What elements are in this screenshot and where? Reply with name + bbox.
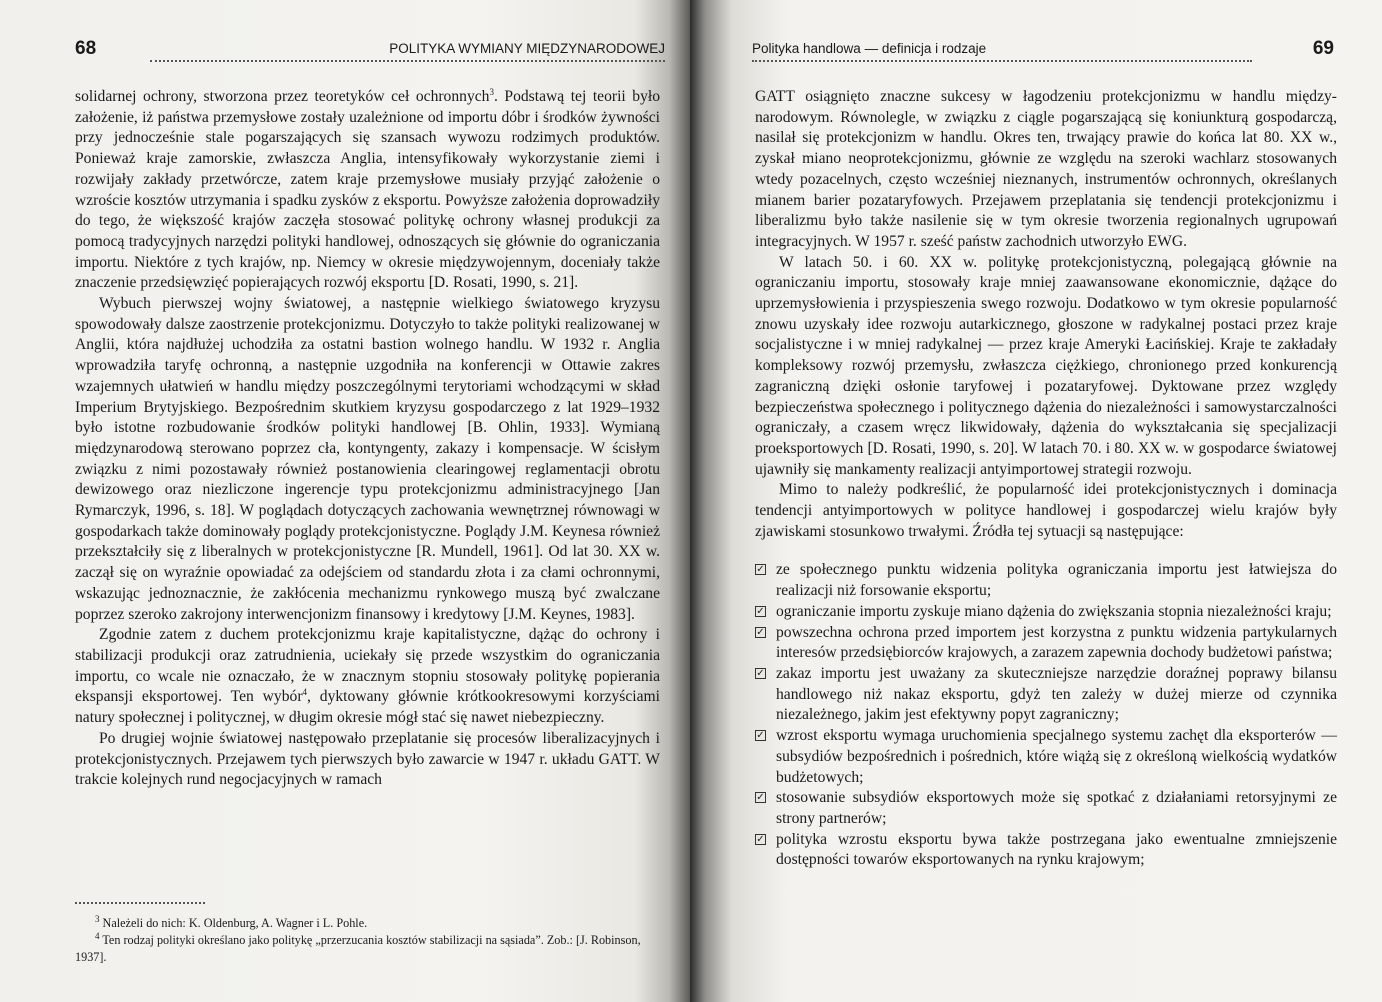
paragraph: Wybuch pierwszej wojny światowej, a następnie wielkiego światowego kryzysu spowodowały dalsze zaostrzenie protekcjonizmu. Dotyczyło to także polityki realizowanej w Anglii, która najdłużej uchodziła za ostatni bastion wolnego handlu. W 1932 r. Anglia wprowadziła taryfę ochronną, a następnie uzgodniła na konferencji w Ottawie zakres wzajemnych ułatwień w handlu między poszczególnymi terytoriami wchodzącymi w skład Imperium Brytyjskiego. Bezpośrednim skutkiem kryzysu gospodarczego z lat 1929–1932 było istotne rozbudowanie środków polityki handlowej [B. Ohlin, 1933]. Wymianą międzynarodową sterowano poprzez cła, kontyngenty, zakazy i kompensacje. W ścisłym związku z nimi pozostawały również postanowienia clearingowej reglamentacji obrotu dewizowego oraz niezliczone ingerencje typu protekcjonizmu administracyjnego [Jan Rymarczyk, 1996, s. 18]. W poglądach dotyczących zachowania wewnętrznej równowagi w gospodarkach także dominowały poglądy protekcjonistyczne. Poglądy J.M. Keynesa również przekształciły się z liberalnych w protekcjonistyczne [R. Mundell, 1961]. Od lat 30. XX w. zaczął się on wyraźnie opowiadać za odejściem od standardu złota i za cłami ochronnymi, wskazując jednoznacznie, że zakłócenia mechanizmu rynkowego muszą być zwalczane poprzez szeroko zakrojony interwencjonizm finansowy i kredytowy [J.M. Keynes, 1983]. <box>75 295 660 623</box>
list-item: ✓ powszechna ochrona przed importem jest korzystna z punktu widzenia partykularnych interesów przedsiębiorców krajowych, a zarazem zapewnia dochody budżetowi państwa; <box>756 623 1337 662</box>
page-number: 69 <box>1312 38 1334 59</box>
checkbox-icon: ✓ <box>756 667 765 679</box>
list-item: ✓ ograniczanie importu zyskuje miano dążenia do zwiększania stopnia niezależności kraju; <box>756 602 1332 620</box>
footnotes <box>75 915 665 966</box>
header-dotted-rule <box>752 60 1252 62</box>
list-item: ✓ stosowanie subsydiów eksportowych może się spotkać z działaniami retorsyjnymi ze strony partnerów; <box>756 789 1337 827</box>
left-page <box>0 0 690 1002</box>
paragraph: Zgodnie zatem z duchem protekcjonizmu kraje kapitalistyczne, dążąc do ochrony i stabilizacji produkcji oraz zatrudnienia, uciekały się przede wszystkim do ograniczania importu, co wcale nie oznaczało, że w znacznym stopniu stosowały politykę popierania ekspansji eksportowej. Ten wybór$^4$, dyktowany głównie krótkookresowymi korzyściami natury społecznej i politycznej, w długim okresie mógł stać się nawet niebezpieczny. <box>75 626 660 727</box>
footnote: $^4$ Ten rodzaj polityki określano jako politykę „przerzucania kosztów stabilizacji na sąsiada”. Zob.: [J. Robinson, 1937]. <box>75 930 641 964</box>
reasons-list <box>755 560 1337 871</box>
list-item: ✓ ze społecznego punktu widzenia polityka ograniczania importu jest łatwiejsza do realizacji niż forsowanie eksportu; <box>756 561 1337 600</box>
list-item: ✓ zakaz importu jest uważany za skuteczniejsze narzędzie doraźnej poprawy bilansu handlowego niż nakaz eksportu, gdyż ten zależy w dużej mierze od czynnika niezależnego, jakim jest efektywny popyt zagraniczny; <box>756 664 1337 724</box>
left-body-text <box>75 87 660 791</box>
page-number: 68 <box>75 38 97 59</box>
paragraph: GATT osiągnięto znaczne sukcesy w łagodzeniu protekcjonizmu w handlu międzynarodowym. Równolegle, w związku z ciągle pogarszającą się koniunkturą gospodarczą, nasilał się protekcjonizm w handlu. Okres ten, trwający prawie do końca lat 80. XX w., zyskał miano neoprotekcjonizmu, głównie ze względu na szeroki wachlarz stosowanych wtedy pozacelnych, często wcześniej nieznanych, instrumentów ochronnych, określanych mianem barier pozataryfowych. Przejawem przeplatania się tendencji protekcjonizmu i liberalizmu było także nasilenie się w tym okresie tworzenia regionalnych ugrupowań integracyjnych. W 1957 r. sześć państw zachodnich utworzyło EWG. <box>755 88 1337 250</box>
running-header: Polityka handlowa — definicja i rodzaje <box>752 41 987 56</box>
paragraph: solidarnej ochrony, stworzona przez teoretyków ceł ochronnych$^3$. Podstawą tej teorii było założenie, iż państwa przemysłowe zostały uzależnione od importu dóbr i środków żywności przy jednocześnie stale pogarszających się szansach wywozu rodzimych produktów. Ponieważ kraje zamorskie, zwłaszcza Anglia, intensyfikowały wykorzystanie ziemi i rozwijały zakłady przetwórcze, zatem kraje przemysłowe musiały przyjąć założenie o wzroście kosztów utrzymania i spadku zysków z eksportu. Powyższe założenia doprowadziły do tego, że większość krajów zaczęła stosować politykę ochrony własnej produkcji za pomocą tradycyjnych narzędzi polityki handlowej, odnoszących się głównie do ograniczania importu. Niektóre z tych krajów, np. Niemcy w okresie międzywojennym, doceniały także znaczenie przedsięwzięć popierających rozwój eksportu [D. Rosati, 1990, s. 21]. <box>75 86 660 292</box>
list-item: ✓ polityka wzrostu eksportu bywa także postrzegana jako ewentualne zmniejszenie dostępności towarów eksportowanych na rynku krajowym; <box>756 830 1337 869</box>
right-body-text <box>755 87 1337 871</box>
running-header: POLITYKA WYMIANY MIĘDZYNARODOWEJ <box>389 41 665 56</box>
checkbox-icon: ✓ <box>756 626 765 638</box>
list-item: ✓ wzrost eksportu wymaga uruchomienia specjalnego systemu zachęt dla eksporterów — subsydiów bezpośrednich i pośrednich, które wiążą się z określoną wielkością wydatków budżetowych; <box>756 727 1337 786</box>
footnote-ref[interactable]: 3 <box>489 86 494 97</box>
paragraph: W latach 50. i 60. XX w. politykę protekcjonistyczną, polegającą głównie na ograniczaniu importu, stosowały kraje mniej zaawansowane ekonomicznie, dążące do uprzemysłowienia i przyspieszenia swego rozwoju. Dodatkowo w tym okresie popularność znowu uzyskały idee rozwoju autarkicznego, głoszone w radykalnej postaci przez kraje socjalistyczne i w mniej radykalnej — przez kraje Ameryki Łacińskiej. Kraje te zakładały kompleksowy rozwój przemysłu, zwłaszcza ciężkiego, chronionego przed konkurencją zagraniczną dzięki osłonie taryfowej i pozataryfowej. Dyktowane przez względy bezpieczeństwa społecznego i politycznego dążenia do niezależności i samowystarczalności ograniczały, a czasem wręcz likwidowały, dążenia do wykształcania się specjalizacji proeksportowych [D. Rosati, 1990, s. 20]. W latach 70. i 80. XX w. w gospodarce światowej ujawniły się mankamenty realizacji antyimportowej strategii rozwoju. <box>755 253 1337 478</box>
left-page-header <box>75 38 665 62</box>
paragraph: Mimo to należy podkreślić, że popularność idei protekcjonistycznych i dominacja tendencji antyimportowych w polityce handlowej i gospodarczej wielu krajów były zjawiskami stosunkowo trwałymi. Źródła tej sytuacji są następujące: <box>755 481 1337 540</box>
checkbox-icon: ✓ <box>756 792 765 804</box>
footnote-separator <box>75 902 205 904</box>
paragraph: Po drugiej wojnie światowej następowało przeplatanie się procesów liberalizacyjnych i protekcjonistycznych. Przejawem tych pierwszych było zawarcie w 1947 r. układu GATT. W trakcie kolejnych rund negocjacyjnych w ramach <box>75 729 660 789</box>
checkbox-icon: ✓ <box>756 833 765 845</box>
footnote-ref[interactable]: 4 <box>302 687 308 698</box>
footnote: $^3$ Należeli do nich: K. Oldenburg, A. Wagner i L. Pohle. <box>95 913 368 930</box>
right-page-header <box>752 38 1334 62</box>
checkbox-icon: ✓ <box>756 564 765 576</box>
header-dotted-rule <box>150 60 665 62</box>
checkbox-icon: ✓ <box>756 605 765 617</box>
checkbox-icon: ✓ <box>756 730 765 742</box>
